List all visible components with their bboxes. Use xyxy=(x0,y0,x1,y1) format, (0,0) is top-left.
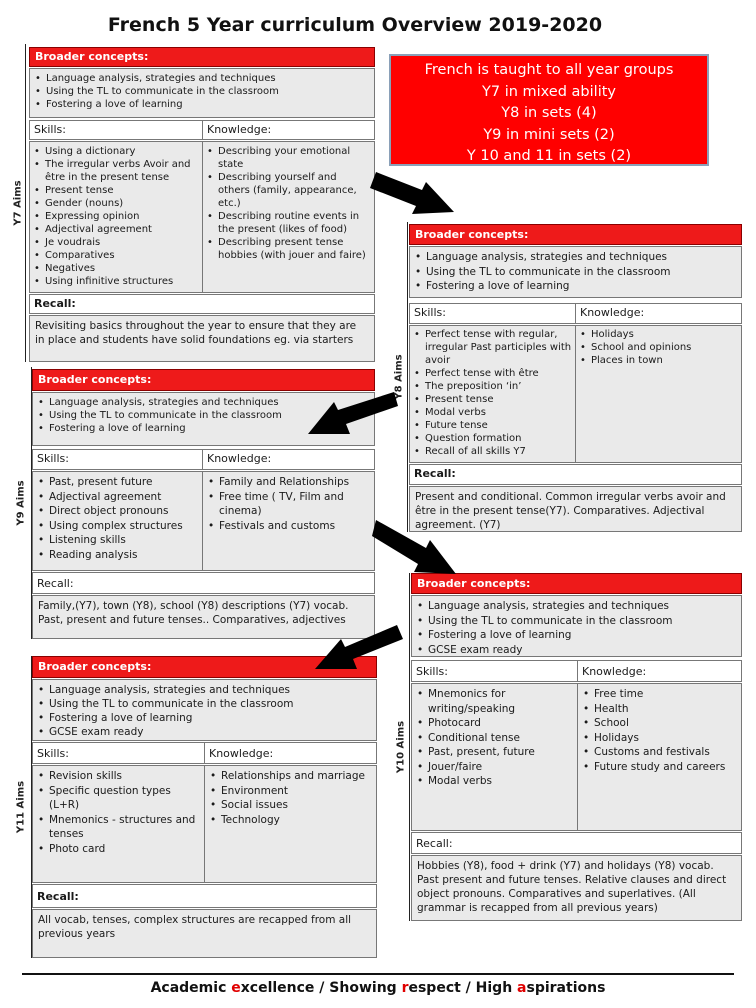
list-item: • Fostering a love of learning xyxy=(416,628,737,643)
arrow-shape xyxy=(308,392,398,434)
list-item: • Mnemonics for writing/speaking xyxy=(416,687,573,716)
list-item: • Perfect tense with être xyxy=(413,367,572,380)
y10-year-label: Y10 Aims xyxy=(392,573,410,921)
y11-year-label: Y11 Aims xyxy=(10,656,32,958)
list-item: • Modal verbs xyxy=(416,774,573,789)
list-item: • Using the TL to communicate in the classroom xyxy=(414,265,737,280)
motto-text: espect / High xyxy=(408,980,518,996)
list-item: • GCSE exam ready xyxy=(416,643,737,658)
y11-skills-panel xyxy=(32,765,205,883)
list-item: • Photo card xyxy=(37,842,200,857)
y7-skills-panel xyxy=(29,141,203,293)
y7-knowledge-list xyxy=(206,145,371,262)
y10-broader-list xyxy=(416,599,737,657)
callout-line: Y9 in mini sets (2) xyxy=(483,126,615,143)
list-item: • Modal verbs xyxy=(413,406,572,419)
list-item: • Describing yourself and others (family, appearance, etc.) xyxy=(206,171,371,210)
y7-broader-list xyxy=(34,72,370,111)
y7-skills-title: Skills: xyxy=(29,120,203,140)
list-item: • Fostering a love of learning xyxy=(34,98,370,111)
y11-skills-title: Skills: xyxy=(32,742,205,764)
y9-knowledge-title: Knowledge: xyxy=(202,449,375,470)
list-item: • Using the TL to communicate in the classroom xyxy=(37,409,370,422)
list-item: • Using the TL to communicate in the classroom xyxy=(416,614,737,629)
y7-recall-text: Revisiting basics throughout the year to ensure that they are in place and students have solid foundations eg. via starters xyxy=(29,315,375,362)
y8-knowledge-title: Knowledge: xyxy=(575,303,742,324)
y9-knowledge-panel xyxy=(202,471,375,571)
y8-recall-title: Recall: xyxy=(409,464,742,485)
list-item: • Je voudrais xyxy=(33,236,199,249)
y8-knowledge-list xyxy=(579,328,738,367)
list-item: • Present tense xyxy=(413,393,572,406)
y11-knowledge-list xyxy=(209,769,372,827)
y7-recall-title: Recall: xyxy=(29,294,375,314)
list-item: • The preposition ‘in’ xyxy=(413,380,572,393)
list-item: • Photocard xyxy=(416,716,573,731)
list-item: • Revision skills xyxy=(37,769,200,784)
list-item: • Using infinitive structures xyxy=(33,275,199,288)
list-item: • Past, present future xyxy=(37,475,198,490)
list-item: • Language analysis, strategies and techniques xyxy=(416,599,737,614)
motto-text: spirations xyxy=(526,980,606,996)
list-item: • Technology xyxy=(209,813,372,828)
callout-line: Y7 in mixed ability xyxy=(482,83,616,100)
list-item: • Customs and festivals xyxy=(582,745,737,760)
y10-skills-title: Skills: xyxy=(411,660,578,682)
y11-broader-title: Broader concepts: xyxy=(32,656,377,678)
list-item: • Expressing opinion xyxy=(33,210,199,223)
y10-broader-panel xyxy=(411,595,742,657)
y11-recall-text: All vocab, tenses, complex structures are recapped from all previous years xyxy=(32,909,377,958)
y8-year-label: Y8 Aims xyxy=(390,222,408,532)
y10-knowledge-list xyxy=(582,687,737,774)
y10-skills-panel xyxy=(411,683,578,831)
list-item: • Festivals and customs xyxy=(207,519,370,534)
list-item: • Free time xyxy=(582,687,737,702)
y9-recall-title: Recall: xyxy=(32,572,375,594)
y10-knowledge-title: Knowledge: xyxy=(577,660,742,682)
y11-broader-panel xyxy=(32,679,377,741)
list-item: • Recall of all skills Y7 xyxy=(413,445,572,458)
list-item: • GCSE exam ready xyxy=(37,725,372,739)
list-item: • Fostering a love of learning xyxy=(414,279,737,294)
list-item: • Conditional tense xyxy=(416,731,573,746)
list-item: • Using the TL to communicate in the classroom xyxy=(34,85,370,98)
y7-broader-title: Broader concepts: xyxy=(29,47,375,67)
list-item: • Relationships and marriage xyxy=(209,769,372,784)
y7-broader-panel xyxy=(29,68,375,118)
list-item: • Reading analysis xyxy=(37,548,198,563)
y8-broader-list xyxy=(414,250,737,294)
arrow-y8-to-y9-icon xyxy=(300,380,400,450)
list-item: • Adjectival agreement xyxy=(33,223,199,236)
arrow-shape xyxy=(315,625,403,669)
list-item: • Past, present, future xyxy=(416,745,573,760)
arrow-y7-to-y8-icon xyxy=(370,160,460,220)
list-item: • Holidays xyxy=(579,328,738,341)
y7-skills-list xyxy=(33,145,199,288)
y9-broader-title: Broader concepts: xyxy=(32,369,375,391)
y7-knowledge-panel xyxy=(202,141,375,293)
y8-broader-panel xyxy=(409,246,742,298)
list-item: • Environment xyxy=(209,784,372,799)
list-item: • Language analysis, strategies and techniques xyxy=(34,72,370,85)
list-item: • Perfect tense with regular, irregular Past participles with avoir xyxy=(413,328,572,367)
arrow-shape xyxy=(370,172,454,214)
y8-skills-title: Skills: xyxy=(409,303,576,324)
list-item: • Comparatives xyxy=(33,249,199,262)
list-item: • Fostering a love of learning xyxy=(37,711,372,725)
footer-motto xyxy=(0,980,756,996)
list-item: • Question formation xyxy=(413,432,572,445)
list-item: • Mnemonics - structures and tenses xyxy=(37,813,200,842)
list-item: • Specific question types (L+R) xyxy=(37,784,200,813)
y9-recall-text: Family,(Y7), town (Y8), school (Y8) descriptions (Y7) vocab. Past, present and future tenses.. Comparatives, adjectives xyxy=(32,595,375,639)
y10-knowledge-panel xyxy=(577,683,742,831)
motto-accent: a xyxy=(517,980,527,996)
callout-line: Y 10 and 11 in sets (2) xyxy=(466,148,632,164)
list-item: • Language analysis, strategies and techniques xyxy=(37,683,372,697)
list-item: • Future tense xyxy=(413,419,572,432)
y9-knowledge-list xyxy=(207,475,370,533)
y8-knowledge-panel xyxy=(575,325,742,463)
y9-year-label: Y9 Aims xyxy=(10,367,32,639)
list-item: • Describing routine events in the present (likes of food) xyxy=(206,210,371,236)
list-item: • Using the TL to communicate in the classroom xyxy=(37,697,372,711)
motto-text: Academic xyxy=(150,980,232,996)
list-item: • Gender (nouns) xyxy=(33,197,199,210)
list-item: • Language analysis, strategies and techniques xyxy=(37,396,370,409)
page-title: French 5 Year curriculum Overview 2019-2020 xyxy=(107,14,603,36)
arrow-y10-to-y11-icon xyxy=(305,625,405,680)
motto-accent: e xyxy=(231,980,241,996)
callout-line: French is taught to all year groups xyxy=(424,62,674,78)
y11-broader-list xyxy=(37,683,372,739)
list-item: • Listening skills xyxy=(37,533,198,548)
list-item: • Places in town xyxy=(579,354,738,367)
y7-year-label: Y7 Aims xyxy=(10,44,26,362)
callout-line: Y8 in sets (4) xyxy=(501,105,597,121)
list-item: • Free time ( TV, Film and cinema) xyxy=(207,490,370,519)
y10-recall-text: Hobbies (Y8), food + drink (Y7) and holidays (Y8) vocab. Past present and future tenses. Relative clauses and direct object pronouns. Comparatives and superlatives. (All grammar is recapped from all previous years) xyxy=(411,855,742,921)
y11-knowledge-title: Knowledge: xyxy=(204,742,377,764)
list-item: • Negatives xyxy=(33,262,199,275)
list-item: • Fostering a love of learning xyxy=(37,422,370,435)
list-item: • Describing present tense hobbies (with jouer and faire) xyxy=(206,236,371,262)
y9-skills-panel xyxy=(32,471,203,571)
y11-skills-list xyxy=(37,769,200,856)
y8-skills-list xyxy=(413,328,572,458)
list-item: • Social issues xyxy=(209,798,372,813)
list-item: • Language analysis, strategies and techniques xyxy=(414,250,737,265)
y10-skills-list xyxy=(416,687,573,789)
list-item: • Present tense xyxy=(33,184,199,197)
list-item: • Family and Relationships xyxy=(207,475,370,490)
y9-skills-list xyxy=(37,475,198,562)
list-item: • School xyxy=(582,716,737,731)
motto-text: xcellence / Showing xyxy=(240,980,402,996)
y11-knowledge-panel xyxy=(204,765,377,883)
motto-accent: r xyxy=(401,980,409,996)
y10-recall-title: Recall: xyxy=(411,832,742,854)
y8-skills-panel xyxy=(409,325,576,463)
list-item: • The irregular verbs Avoir and être in the present tense xyxy=(33,158,199,184)
y9-skills-title: Skills: xyxy=(32,449,203,470)
list-item: • Holidays xyxy=(582,731,737,746)
y10-broader-title: Broader concepts: xyxy=(411,573,742,594)
list-item: • Future study and careers xyxy=(582,760,737,775)
arrow-shape xyxy=(372,520,456,574)
y8-recall-text: Present and conditional. Common irregular verbs avoir and être in the present tense(Y7). Comparatives. Adjectival agreement. (Y7) xyxy=(409,486,742,532)
y8-broader-title: Broader concepts: xyxy=(409,224,742,245)
list-item: • Using a dictionary xyxy=(33,145,199,158)
list-item: • Direct object pronouns xyxy=(37,504,198,519)
list-item: • School and opinions xyxy=(579,341,738,354)
y11-recall-title: Recall: xyxy=(32,884,377,908)
year-group-callout xyxy=(389,54,709,166)
arrow-y9-to-y10-icon xyxy=(372,510,462,580)
y7-knowledge-title: Knowledge: xyxy=(202,120,375,140)
footer-divider xyxy=(22,973,734,975)
list-item: • Adjectival agreement xyxy=(37,490,198,505)
list-item: • Using complex structures xyxy=(37,519,198,534)
list-item: • Health xyxy=(582,702,737,717)
list-item: • Describing your emotional state xyxy=(206,145,371,171)
list-item: • Jouer/faire xyxy=(416,760,573,775)
